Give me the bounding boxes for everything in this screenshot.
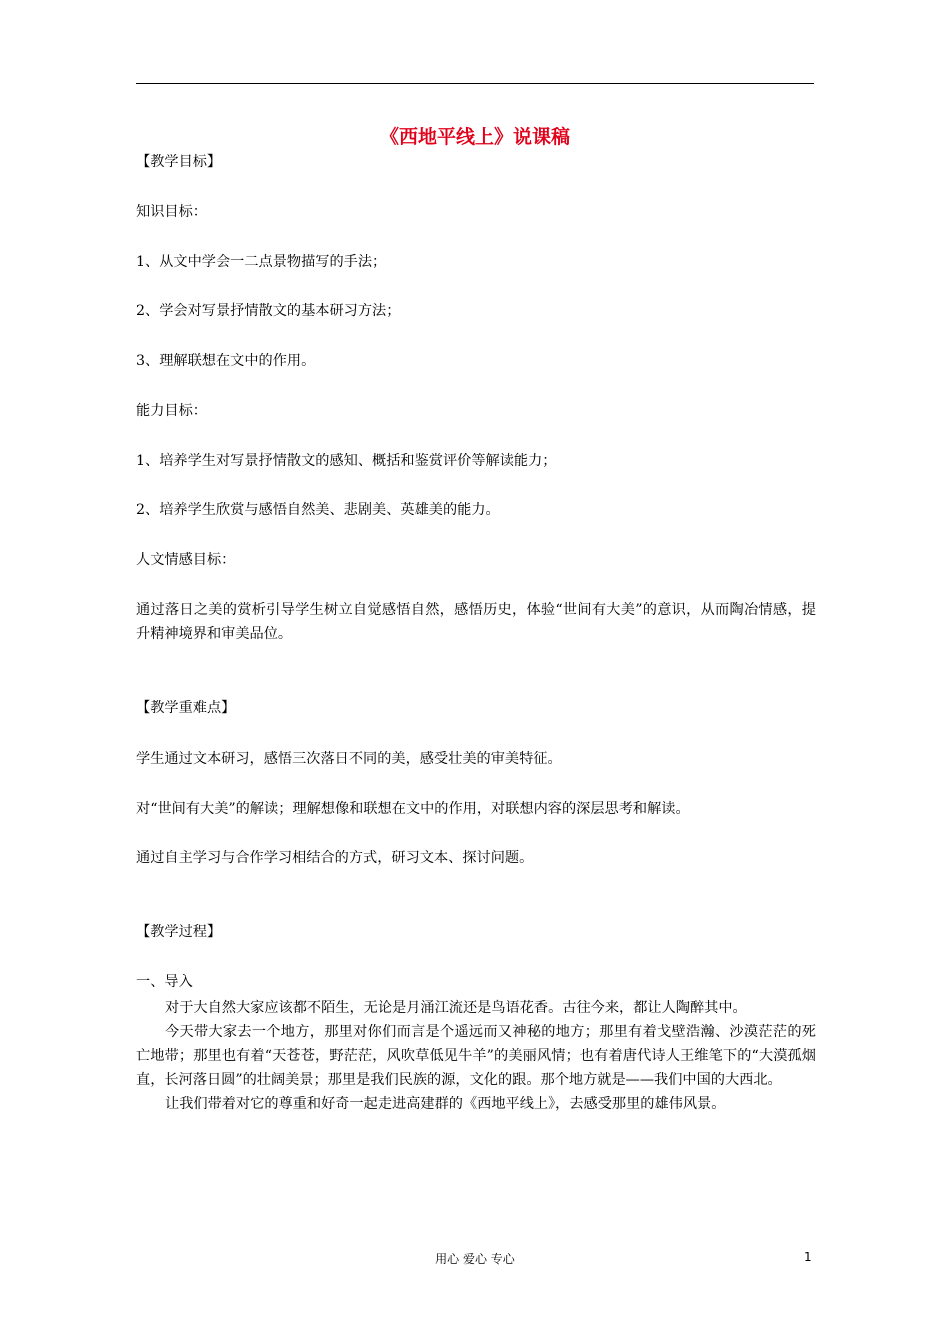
intro-paragraph: 今天带大家去一个地方，那里对你们而言是个遥远而又神秘的地方；那里有着戈壁浩瀚、沙漠茫茫的死亡地带；那里也有着“天苍苍，野茫茫，风吹草低见牛羊”的美丽风情；也有着唐代诗人王维笔下的“大漠孤烟直，长河落日圆”的壮阔美景；那里是我们民族的源，文化的跟。那个地方就是——我们中国的大西北。 [136, 1024, 816, 1088]
humanistic-paragraph [136, 598, 816, 646]
intro-body [136, 996, 816, 1116]
knowledge-item: 1、从文中学会一二点景物描写的手法； [136, 254, 387, 270]
ability-item: 1、培养学生对写景抒情散文的感知、概括和鉴赏评价等解读能力； [136, 453, 557, 469]
intro-paragraph: 让我们带着对它的尊重和好奇一起走进高建群的《西地平线上》，去感受那里的雄伟风景。 [165, 1096, 726, 1112]
page-footer: 用心 爱心 专心 [435, 1252, 515, 1266]
humanistic-text: 通过落日之美的赏析引导学生树立自觉感悟自然，感悟历史，体验“世间有大美”的意识，从而陶冶情感，提升精神境界和审美品位。 [136, 602, 816, 642]
section-heading-keypoints: 【教学重难点】 [136, 700, 236, 716]
header-rule [136, 83, 814, 84]
keypoint-item: 学生通过文本研习，感悟三次落日不同的美，感受壮美的审美特征。 [136, 751, 562, 767]
ability-heading: 能力目标： [136, 403, 207, 419]
knowledge-heading: 知识目标： [136, 204, 207, 220]
section-heading-objectives: 【教学目标】 [136, 154, 222, 170]
document-title: 《西地平线上》说课稿 [379, 126, 570, 148]
section-heading-process: 【教学过程】 [136, 924, 222, 940]
knowledge-item: 2、学会对写景抒情散文的基本研习方法； [136, 303, 401, 319]
keypoint-item: 对“世间有大美”的解读；理解想像和联想在文中的作用，对联想内容的深层思考和解读。 [136, 801, 690, 817]
knowledge-item: 3、理解联想在文中的作用。 [136, 353, 316, 369]
intro-heading: 一、导入 [136, 974, 193, 990]
page-number: 1 [804, 1250, 812, 1264]
ability-item: 2、培养学生欣赏与感悟自然美、悲剧美、英雄美的能力。 [136, 502, 500, 518]
keypoint-item: 通过自主学习与合作学习相结合的方式，研习文本、探讨问题。 [136, 850, 534, 866]
intro-paragraph: 对于大自然大家应该都不陌生，无论是月涌江流还是鸟语花香。古往今来，都让人陶醉其中。 [165, 1000, 747, 1016]
humanistic-heading: 人文情感目标： [136, 552, 236, 568]
